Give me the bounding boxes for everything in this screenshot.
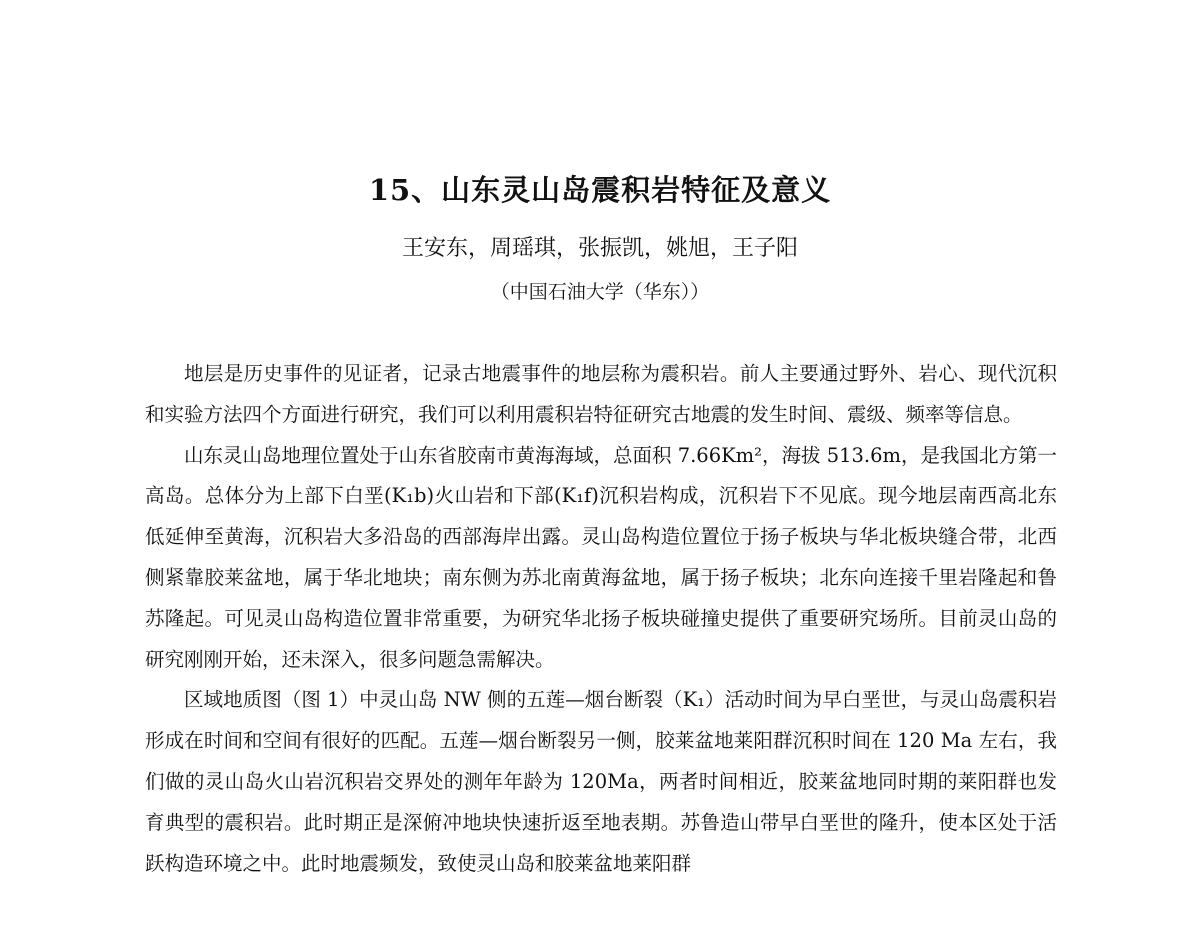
paper-title: 15、山东灵山岛震积岩特征及意义 [368,173,832,207]
paragraph-2: 山东灵山岛地理位置处于山东省胶南市黄海海域，总面积 7.66Km²，海拔 513.6m，是我国北方第一高岛。总体分为上部下白垩(K₁b)火山岩和下部(K₁f)沉积岩构成，沉积岩下不见底。现今地层南西高北东低延伸至黄海，沉积岩大多沿岛的西部海岸出露。灵山岛构造位置位于扬子板块与华北板块缝合带，北西侧紧靠胶莱盆地，属于华北地块；南东侧为苏北南黄海盆地，属于扬子板块；北东向连接千里岩隆起和鲁苏隆起。可见灵山岛构造位置非常重要，为研究华北扬子板块碰撞史提供了重要研究场所。目前灵山岛的研究刚刚开始，还未深入，很多问题急需解决。 [145,443,1058,671]
paragraph-3: 区域地质图（图 1）中灵山岛 NW 侧的五莲—烟台断裂（K₁）活动时间为早白垩世，与灵山岛震积岩形成在时间和空间有很好的匹配。五莲—烟台断裂另一侧，胶莱盆地莱阳群沉积时间在 120 Ma 左右，我们做的灵山岛火山岩沉积岩交界处的测年年龄为 120Ma，两者时间相近，胶莱盆地同时期的莱阳群也发育典型的震积岩。此时期正是深俯冲地块快速折返至地表期。苏鲁造山带早白垩世的隆升，使本区处于活跃构造环境之中。此时地震频发，致使灵山岛和胶莱盆地莱阳群 [145,688,1057,875]
body-text [145,354,1057,884]
author-list: 王安东，周瑶琪，张振凯，姚旭，王子阳 [401,236,798,261]
paragraph-1: 地层是历史事件的见证者，记录古地震事件的地层称为震积岩。前人主要通过野外、岩心、现代沉积和实验方法四个方面进行研究，我们可以利用震积岩特征研究古地震的发生时间、震级、频率等信息。 [145,362,1057,426]
affiliation: （中国石油大学（华东）） [490,281,710,303]
